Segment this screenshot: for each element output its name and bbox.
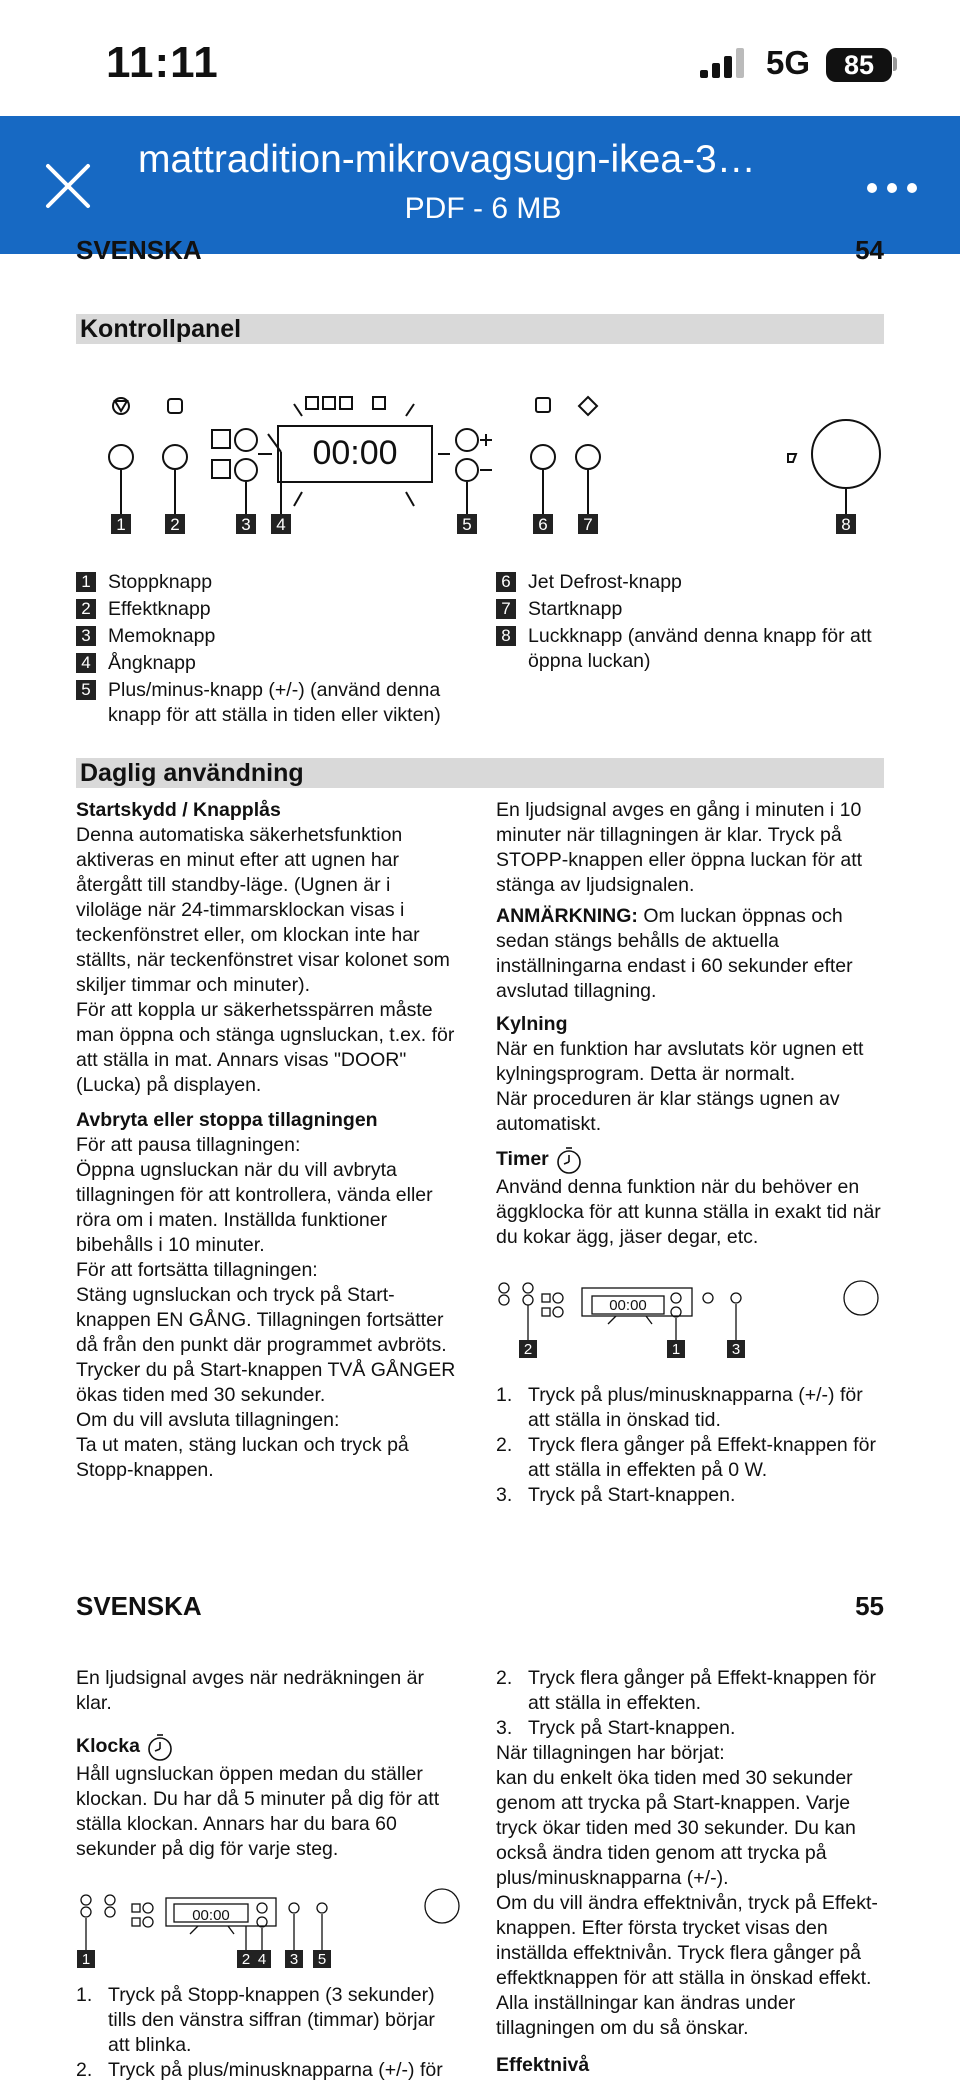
text-line: Öppna ugnsluckan när du vill avbryta tillagningen för att kontrollera, vända eller röra om i maten. Inställda funktioner bibehålls i 10 minuter. xyxy=(76,1159,433,1256)
heading-timer xyxy=(496,1145,884,1175)
step-number: 2. xyxy=(76,2059,93,2081)
status-bar xyxy=(0,0,960,116)
steam-symbol-icon xyxy=(212,430,230,448)
battery-icon: 85 xyxy=(826,48,892,82)
memo-symbol-icon xyxy=(212,460,230,478)
legend-number: 4 xyxy=(76,653,96,673)
stop-symbol-icon xyxy=(115,401,127,411)
callout-number: 2 xyxy=(523,1341,533,1358)
legend-item xyxy=(496,597,884,622)
step-number: 2. xyxy=(496,1434,513,1456)
callout-number: 2 xyxy=(241,1951,251,1968)
document-title: mattradition-mikrovagsugn-ikea-3… xyxy=(138,138,756,181)
step-text: Tryck på plus/minusknapparna (+/-) för xyxy=(108,2059,443,2081)
legend-text: Jet Defrost-knapp xyxy=(528,571,682,593)
pdf-page-content[interactable] xyxy=(0,235,960,2081)
timer-icon xyxy=(555,1145,583,1175)
avbryta-lines xyxy=(76,1133,460,1483)
status-time: 11:11 xyxy=(106,38,219,87)
timer-steps xyxy=(496,1383,884,1508)
page-number: 54 xyxy=(855,235,884,265)
page-55-left-column xyxy=(76,1666,460,2083)
legend-item xyxy=(76,597,476,622)
legend-number: 6 xyxy=(496,572,516,592)
anmarkning-label: ANMÄRKNING: xyxy=(496,905,638,927)
paragraph-ljudsignal: En ljudsignal avges en gång i minuten i 10 minuter när tillagningen är klar. Tryck på STOPP-knappen eller öppna luckan för att stänga av ljudsignalen. xyxy=(496,799,863,896)
clock-icon xyxy=(146,1732,174,1762)
daily-use-left-column xyxy=(76,798,460,1483)
right-lines xyxy=(496,1741,884,2041)
legend-number: 2 xyxy=(76,599,96,619)
text-line: kan du enkelt öka tiden med 30 sekunder genom att trycka på Start-knappen. Varje tryck ökar tiden med 30 sekunder. Du kan också ändra tiden genom att trycka på plus/minusknapparna (+/-). xyxy=(496,1767,856,1889)
heading-kylning: Kylning xyxy=(496,1013,568,1035)
display-readout: 00:00 xyxy=(312,434,398,472)
paragraph-nedrakning: En ljudsignal avges när nedräkningen är klar. xyxy=(76,1667,424,1714)
legend-right xyxy=(496,570,884,676)
text-line: Om du vill ändra effektnivån, tryck på Effekt-knappen. Efter första trycket visas den inställda effektnivån. Tryck flera gånger på effektknappen för att ställa in önskad effekt. Alla inställningar kan ändras under tillagningen om du så önskar. xyxy=(496,1892,878,2039)
step-text: Tryck flera gånger på Effekt-knappen för att ställa in effekten på 0 W. xyxy=(528,1434,876,1481)
heading-startskydd: Startskydd / Knapplås xyxy=(76,799,281,821)
section-heading-daglig-anvandning: Daglig användning xyxy=(76,758,884,788)
step-text: Tryck på Start-knappen. xyxy=(528,1717,736,1739)
battery-tip xyxy=(893,57,897,71)
document-size: PDF - 6 MB xyxy=(404,192,562,225)
step-number: 2. xyxy=(496,1667,513,1689)
timer-heading-text: Timer xyxy=(496,1148,549,1171)
step-item xyxy=(496,1666,884,1716)
step-item xyxy=(496,1383,884,1433)
more-options-icon[interactable] xyxy=(862,168,922,208)
legend-number: 8 xyxy=(496,626,516,646)
network-type: 5G xyxy=(766,44,811,81)
step-text: Tryck på Stopp-knappen (3 sekunder) tills den vänstra siffran (timmar) börjar att blinka. xyxy=(108,1984,435,2056)
callout-number: 1 xyxy=(671,1341,681,1358)
legend-item xyxy=(496,624,884,674)
step-item xyxy=(76,1983,460,2058)
clock-diagram xyxy=(76,1880,460,1976)
legend-text: Startknapp xyxy=(528,598,623,620)
legend-text: Stoppknapp xyxy=(108,571,213,593)
step-number: 1. xyxy=(496,1384,513,1406)
callout-number: 6 xyxy=(538,515,548,534)
legend-number: 7 xyxy=(496,599,516,619)
section-heading-kontrollpanel: Kontrollpanel xyxy=(76,314,884,344)
start-symbol-icon xyxy=(579,397,597,415)
timer-callout-labels xyxy=(519,1340,745,1358)
klocka-heading-text: Klocka xyxy=(76,1735,140,1758)
step-item xyxy=(496,1433,884,1483)
door-button-shape xyxy=(812,420,880,488)
text-line: För att fortsätta tillagningen: xyxy=(76,1259,318,1281)
legend-text: Ångknapp xyxy=(108,652,196,674)
callout-number: 1 xyxy=(81,1951,91,1968)
callout-number: 4 xyxy=(257,1951,267,1968)
callout-number: 3 xyxy=(731,1341,741,1358)
page-number: 55 xyxy=(855,1591,884,1621)
step-number: 3. xyxy=(496,1484,513,1506)
heading-klocka xyxy=(76,1732,460,1762)
callout-number: 4 xyxy=(276,515,286,534)
callout-number: 1 xyxy=(116,515,126,534)
heading-avbryta: Avbryta eller stoppa tillagningen xyxy=(76,1109,378,1131)
step-text: Tryck på plus/minusknapparna (+/-) för att ställa in önskad tid. xyxy=(528,1384,863,1431)
step-item xyxy=(496,1483,884,1508)
legend-text: Plus/minus-knapp (+/-) (använd denna knapp för att ställa in tiden eller vikten) xyxy=(108,679,441,726)
callout-number: 5 xyxy=(462,515,472,534)
step-number: 1. xyxy=(76,1984,93,2006)
step-item xyxy=(496,1716,884,1741)
page-language: SVENSKA xyxy=(76,235,202,265)
text-line: När tillagningen har börjat: xyxy=(496,1742,725,1764)
power-symbol-icon xyxy=(168,399,182,413)
step-item xyxy=(76,2058,460,2083)
legend-text: Memoknapp xyxy=(108,625,216,647)
stop-button-shape xyxy=(109,445,133,469)
callout-number: 8 xyxy=(841,515,851,534)
callout-number: 3 xyxy=(241,515,251,534)
callout-number: 7 xyxy=(583,515,593,534)
legend-item xyxy=(496,570,884,595)
text-line: Stäng ugnsluckan och tryck på Start-knappen EN GÅNG. Tillagningen fortsätter då från den punkt där programmet avbröts. Trycker du på Start-knappen TVÅ GÅNGER ökas tiden med 30 sekunder. xyxy=(76,1284,456,1406)
callout-number: 3 xyxy=(289,1951,299,1968)
page-55-header xyxy=(76,1591,884,1621)
step-number: 3. xyxy=(496,1717,513,1739)
clock-callout-labels xyxy=(77,1950,331,1968)
paragraph-kylning-1: När en funktion har avslutats kör ugnen ett kylningsprogram. Detta är normalt. xyxy=(496,1038,864,1085)
close-icon[interactable] xyxy=(40,158,96,214)
legend-item xyxy=(76,678,476,728)
paragraph-timer: Använd denna funktion när du behöver en äggklocka för att kunna ställa in exakt tid när du kokar ägg, jäser degar, etc. xyxy=(496,1176,881,1248)
page-55-right-column xyxy=(496,1666,884,2078)
step-text: Tryck flera gånger på Effekt-knappen för att ställa in effekten. xyxy=(528,1667,876,1714)
paragraph-startskydd-1: Denna automatiska säkerhetsfunktion aktiveras en minut efter att ugnen har återgått till standby-läge. (Ugnen är i viloläge när 24-timmarsklockan visas i teckenfönstret eller, om klockan inte har ställts, när teckenfönstret visar kolonet som skiljer timmar och minuter). xyxy=(76,824,450,996)
control-panel-diagram xyxy=(76,374,884,534)
heading-effektniva: Effektnivå xyxy=(496,2054,590,2076)
page-54-header xyxy=(76,235,884,265)
klocka-steps xyxy=(76,1983,460,2083)
legend-left xyxy=(76,570,476,730)
callout-number: 2 xyxy=(170,515,180,534)
legend-number: 1 xyxy=(76,572,96,592)
legend-item xyxy=(76,651,476,676)
page-language: SVENSKA xyxy=(76,1591,202,1621)
anmarkning-text: Om luckan öppnas och sedan stängs behålls de aktuella inställningarna endast i 60 sekunder efter avslutad tillagning. xyxy=(496,905,853,1002)
text-line: Ta ut maten, stäng luckan och tryck på Stopp-knappen. xyxy=(76,1434,409,1481)
paragraph-kylning-2: När proceduren är klar stängs ugnen av automatiskt. xyxy=(496,1088,840,1135)
legend-item xyxy=(76,624,476,649)
pdf-viewer-header xyxy=(0,116,960,254)
callout-labels xyxy=(111,514,856,534)
timer-diagram xyxy=(496,1272,884,1372)
step-text: Tryck på Start-knappen. xyxy=(528,1484,736,1506)
right-steps xyxy=(496,1666,884,1741)
door-symbol-icon xyxy=(788,454,796,462)
legend-text: Effektknapp xyxy=(108,598,211,620)
legend-item xyxy=(76,570,476,595)
paragraph-klocka: Håll ugnsluckan öppen medan du ställer klockan. Du har då 5 minuter på dig för att ställa klockan. Annars har du bara 60 sekunder på dig för varje steg. xyxy=(76,1763,440,1860)
timer-display-readout: 00:00 xyxy=(609,1297,647,1314)
legend-number: 5 xyxy=(76,680,96,700)
cellular-signal-icon xyxy=(700,48,750,78)
clock-display-readout: 00:00 xyxy=(192,1907,230,1924)
paragraph-startskydd-2: För att koppla ur säkerhetsspärren måste man öppna och stänga ugnsluckan, t.ex. för att ställa in mat. Annars visas "DOOR" (Lucka) på displayen. xyxy=(76,999,455,1096)
text-line: Om du vill avsluta tillagningen: xyxy=(76,1409,340,1431)
paragraph-anmarkning xyxy=(496,904,884,1004)
legend-number: 3 xyxy=(76,626,96,646)
legend-text: Luckknapp (använd denna knapp för att öppna luckan) xyxy=(528,625,872,672)
jet-defrost-symbol-icon xyxy=(536,398,550,412)
callout-number: 5 xyxy=(317,1951,327,1968)
text-line: För att pausa tillagningen: xyxy=(76,1134,301,1156)
daily-use-right-column xyxy=(496,798,884,1508)
